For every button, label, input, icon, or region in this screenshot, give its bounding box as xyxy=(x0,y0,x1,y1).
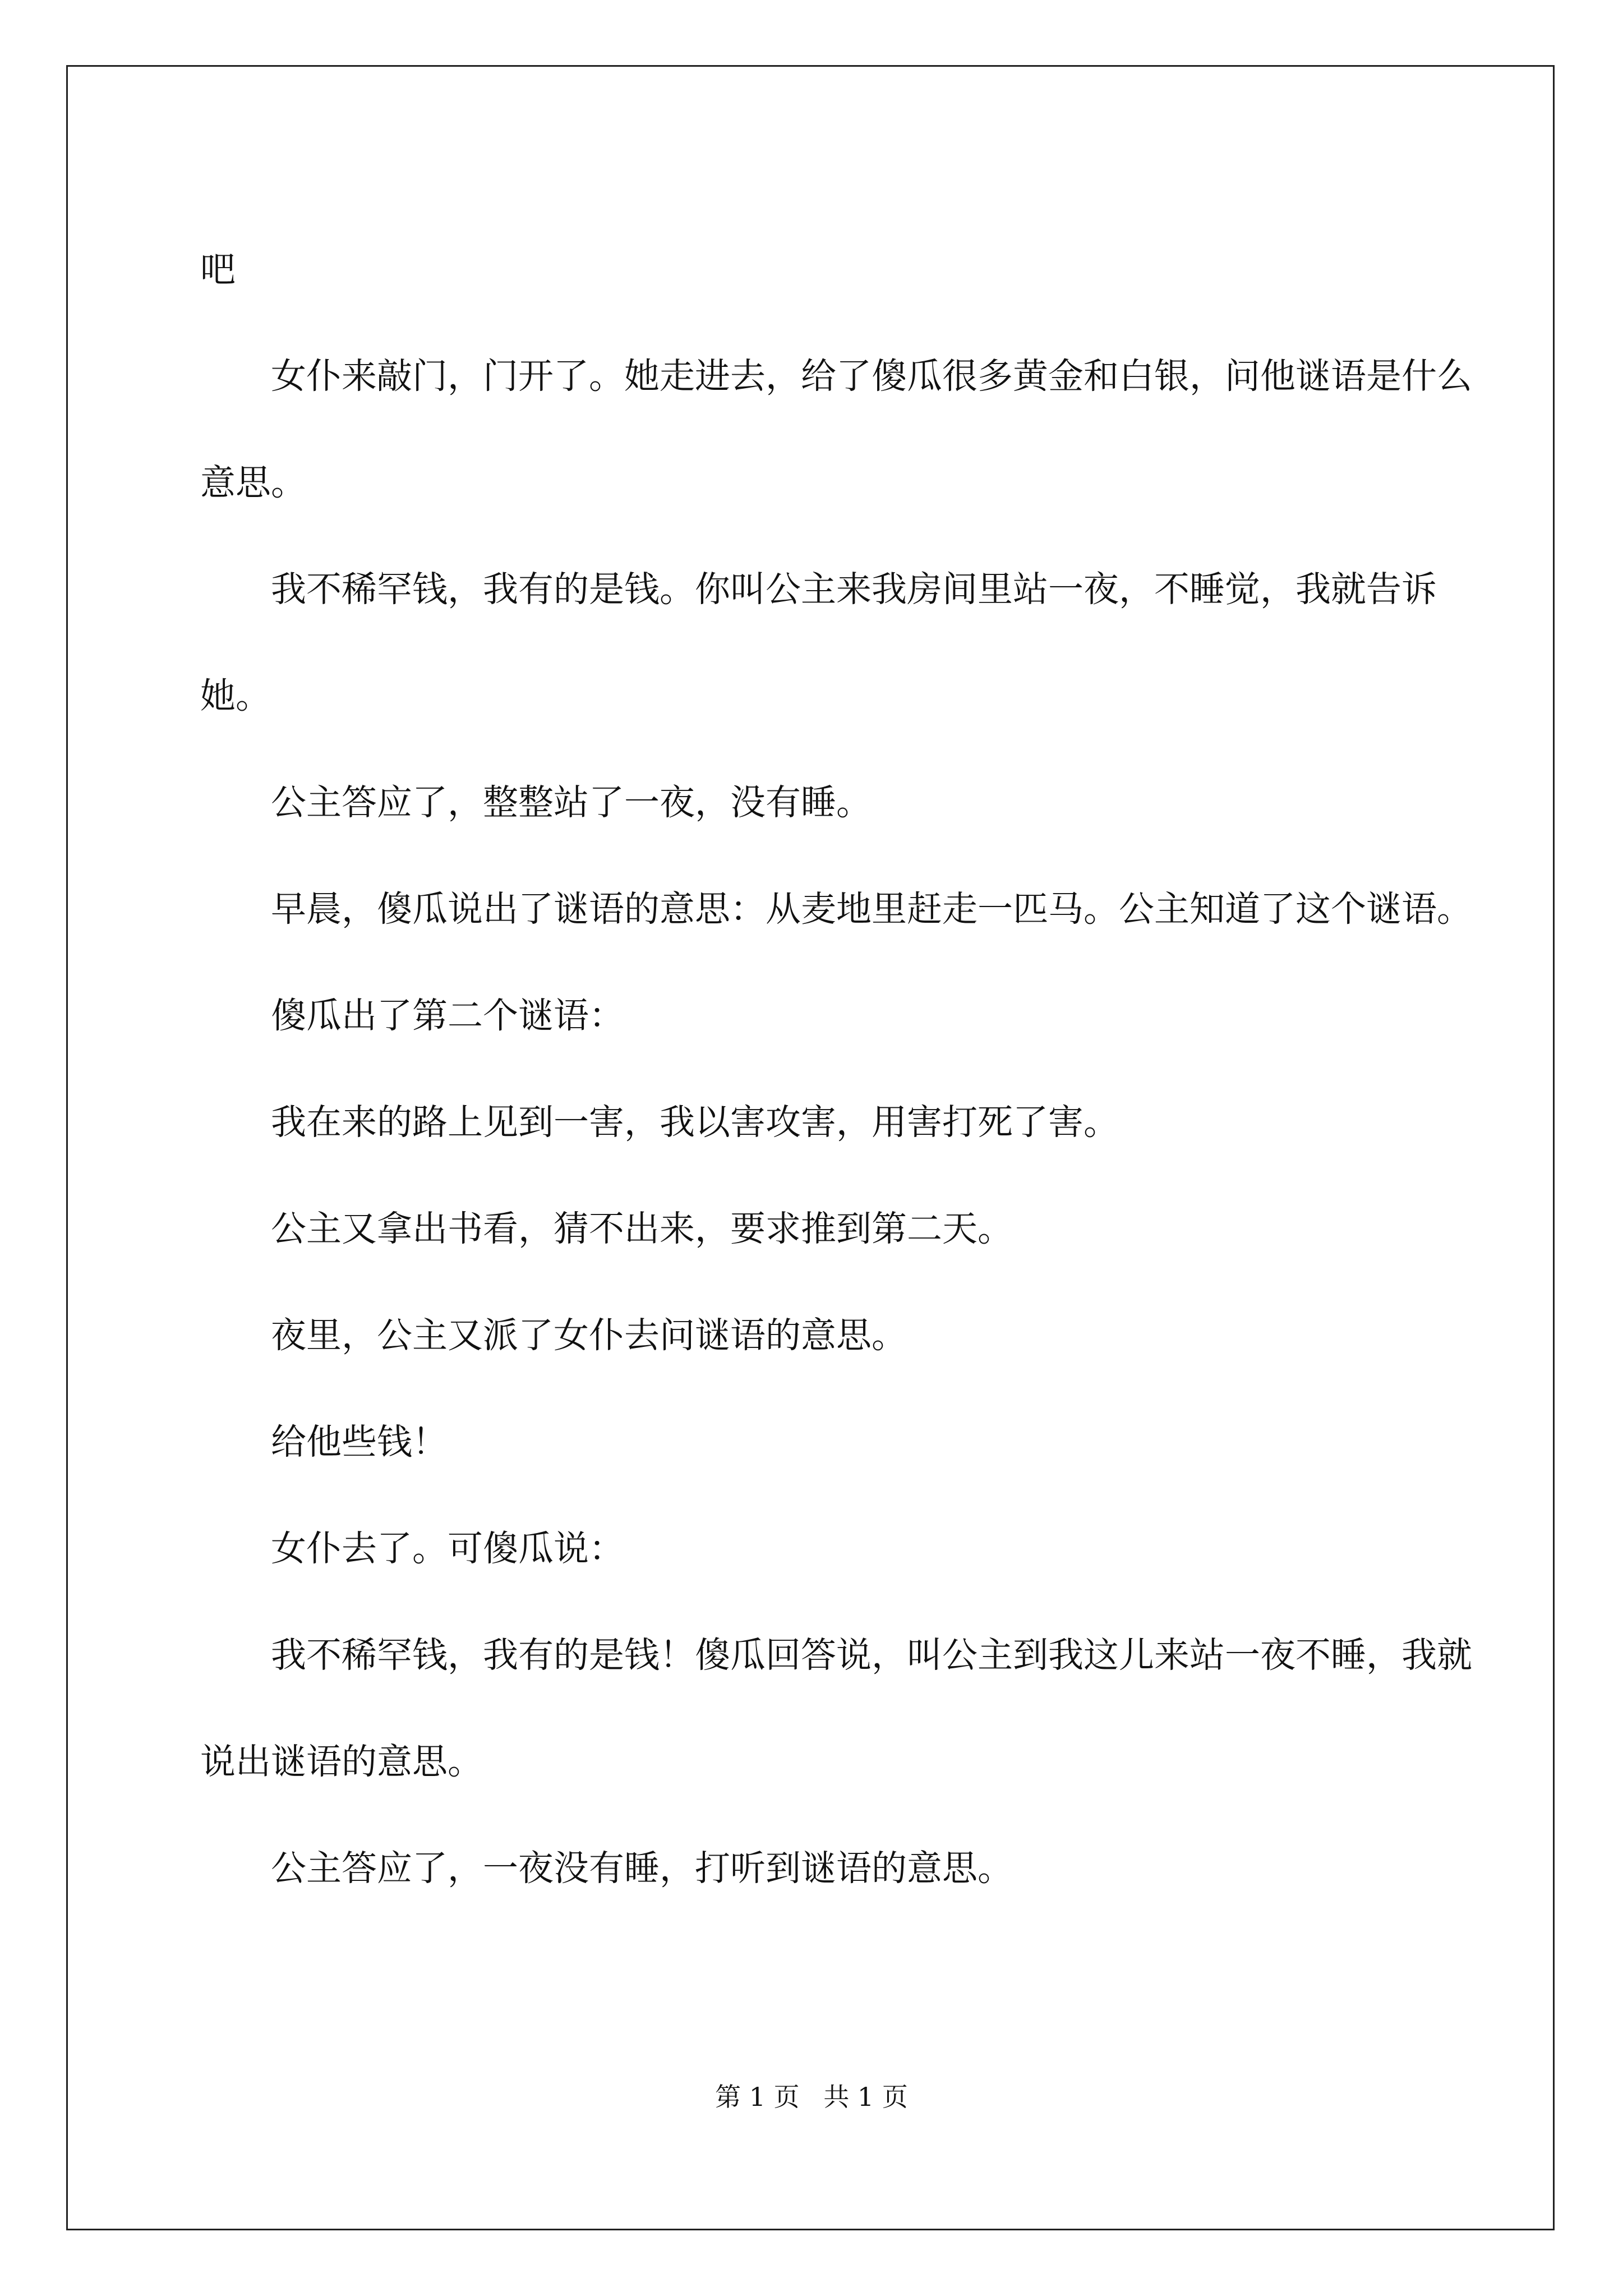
paragraph: 我不稀罕钱，我有的是钱。你叫公主来我房间里站一夜，不睡觉，我就告诉她。 xyxy=(200,569,1437,716)
document-body xyxy=(200,217,1479,1922)
page-number-current: 第 1 页 xyxy=(715,2082,800,2112)
paragraph: 吧 xyxy=(200,249,236,290)
paragraph: 公主又拿出书看，猜不出来，要求推到第二天。 xyxy=(271,1208,1013,1249)
page-footer xyxy=(0,2077,1623,2114)
paragraph: 傻瓜出了第二个谜语： xyxy=(271,995,624,1036)
paragraph: 公主答应了，一夜没有睡，打听到谜语的意思。 xyxy=(271,1848,1013,1889)
page-number-total: 共 1 页 xyxy=(823,2082,908,2112)
paragraph: 公主答应了，整整站了一夜，没有睡。 xyxy=(271,782,872,823)
paragraph: 女仆去了。可傻瓜说： xyxy=(271,1528,624,1569)
paragraph: 早晨，傻瓜说出了谜语的意思：从麦地里赶走一匹马。公主知道了这个谜语。 xyxy=(271,889,1472,930)
paragraph: 女仆来敲门，门开了。她走进去，给了傻瓜很多黄金和白银，问他谜语是什么意思。 xyxy=(200,356,1472,503)
paragraph: 我不稀罕钱，我有的是钱！傻瓜回答说，叫公主到我这儿来站一夜不睡，我就说出谜语的意思。 xyxy=(200,1635,1472,1782)
paragraph: 给他些钱！ xyxy=(271,1421,448,1462)
paragraph: 夜里，公主又派了女仆去问谜语的意思。 xyxy=(271,1315,907,1356)
paragraph: 我在来的路上见到一害，我以害攻害，用害打死了害。 xyxy=(271,1102,1119,1143)
